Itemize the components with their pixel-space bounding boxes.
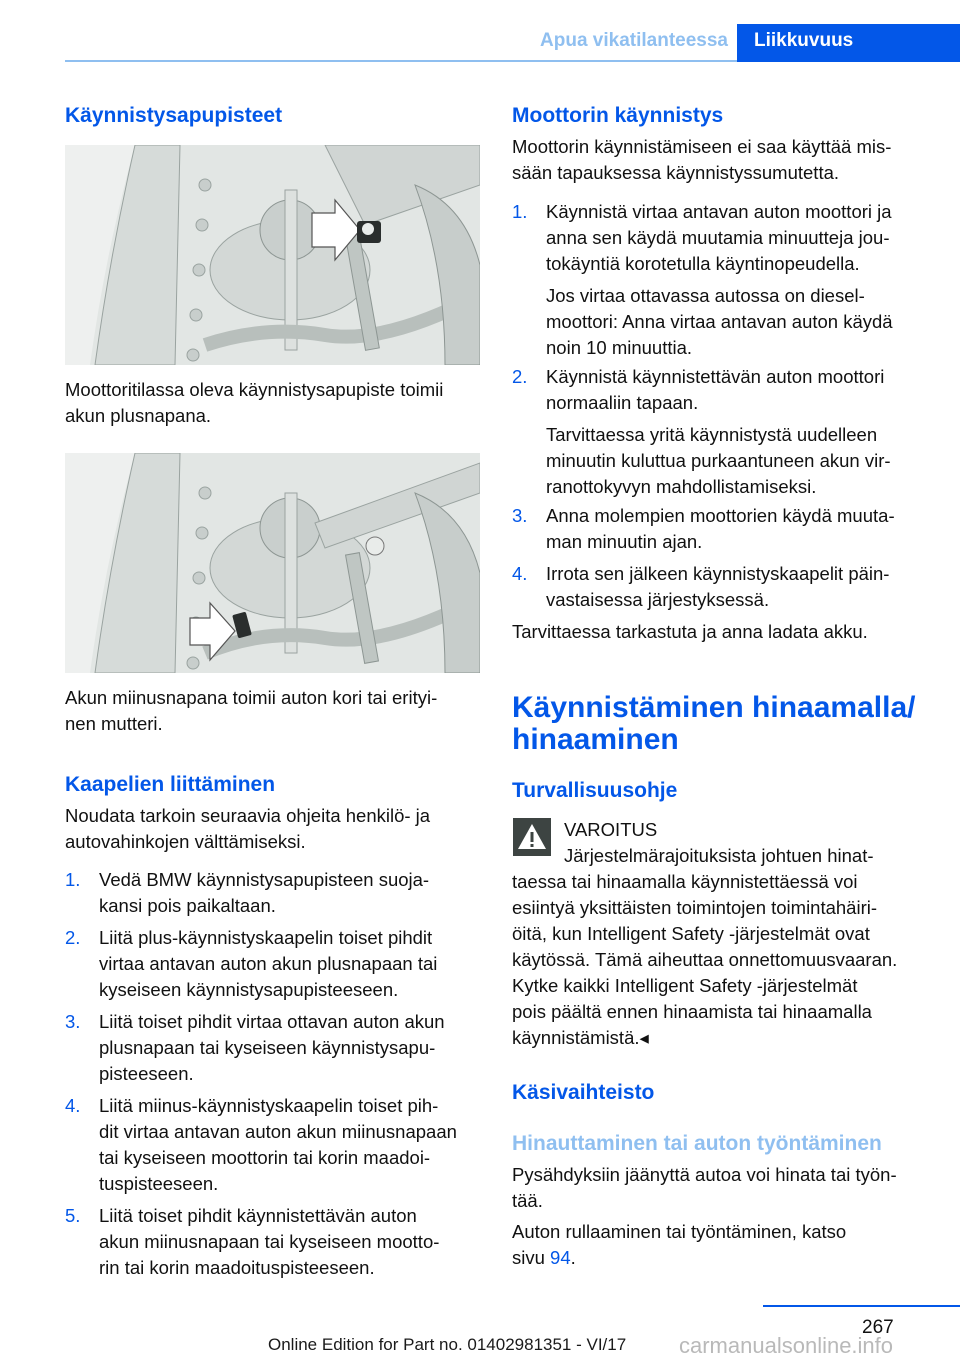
step-line: kansi pois paikaltaan. bbox=[99, 895, 276, 916]
note-line: moottori: Anna virtaa antavan auton käydä bbox=[546, 311, 893, 332]
towing-text-line1: Pysähdyksiin jäänyttä autoa voi hinata tai työn- bbox=[512, 1164, 897, 1185]
rolling-text: Auton rullaaminen tai työntäminen, katso bbox=[512, 1221, 847, 1242]
step-number: 2. bbox=[65, 927, 81, 948]
footer-rule bbox=[763, 1305, 960, 1307]
header-rule bbox=[65, 60, 737, 62]
warning-label: VAROITUS bbox=[564, 819, 658, 840]
step-number: 1. bbox=[65, 869, 81, 890]
step-number: 1. bbox=[512, 201, 528, 222]
step-number: 2. bbox=[512, 366, 528, 387]
step-text bbox=[99, 925, 481, 1003]
engine-intro-line1: Moottorin käynnistämiseen ei saa käyttää mis- bbox=[512, 136, 892, 157]
figure-minus-terminal bbox=[65, 453, 480, 673]
warning-first-line: Järjestelmärajoituksista johtuen hinat- bbox=[564, 845, 874, 866]
step-line: virtaa antavan auton akun plusnapaan tai bbox=[99, 953, 438, 974]
step-line: rin tai korin maadoituspisteeseen. bbox=[99, 1257, 375, 1278]
warning-line: käynnistämistä.◂ bbox=[512, 1027, 649, 1048]
watermark: carmanualsonline.info bbox=[679, 1333, 894, 1358]
intro-line2: autovahinkojen välttämiseksi. bbox=[65, 831, 306, 852]
step-line: dit virtaa antavan auton akun miinusnapaan bbox=[99, 1121, 457, 1142]
note-line: ranottokyvyn mahdollistamiseksi. bbox=[546, 476, 817, 497]
step-line: kyseiseen käynnistysapupisteeseen. bbox=[99, 979, 399, 1000]
step-text bbox=[99, 1203, 481, 1281]
caption-minus-line2: nen mutteri. bbox=[65, 713, 163, 734]
note-line: Tarvittaessa yritä käynnistystä uudelleen bbox=[546, 424, 878, 445]
note-line: minuutin kuluttua purkaantuneen akun vir- bbox=[546, 450, 891, 471]
intro-line1: Noudata tarkoin seuraavia ohjeita henkilö- ja bbox=[65, 805, 431, 826]
step-number: 3. bbox=[65, 1011, 81, 1032]
caption-minus-line1: Akun miinusnapana toimii auton kori tai erityi- bbox=[65, 687, 438, 708]
step-line: Liitä toiset pihdit käynnistettävän auton bbox=[99, 1205, 417, 1226]
page-ref-suffix: . bbox=[570, 1247, 576, 1268]
rolling-page-ref bbox=[512, 1245, 576, 1271]
step-line: Vedä BMW käynnistysapupisteen suoja- bbox=[99, 869, 430, 890]
step-number: 4. bbox=[65, 1095, 81, 1116]
subtitle-towing-pushing: Hinauttaminen tai auton työntäminen bbox=[512, 1132, 882, 1155]
engine-intro-line2: sään tapauksessa käynnistyssumutetta. bbox=[512, 162, 840, 183]
warning-line: Kytke kaikki Intelligent Safety -järjestelmät bbox=[512, 975, 858, 996]
step-line: tokäyntiä korotetulla käyntinopeudella. bbox=[546, 253, 860, 274]
step-text bbox=[99, 1009, 481, 1087]
header-section-link[interactable]: Apua vikatilanteessa bbox=[540, 30, 728, 51]
header-active-tab[interactable]: Liikkuvuus bbox=[737, 24, 960, 62]
step-text bbox=[546, 199, 928, 277]
subtitle-manual-transmission: Käsivaihteisto bbox=[512, 1081, 655, 1104]
page-ref-prefix: sivu bbox=[512, 1247, 551, 1268]
step-text bbox=[99, 867, 481, 919]
warning-line: öitä, kun Intelligent Safety -järjestelmät ovat bbox=[512, 923, 870, 944]
step-text bbox=[546, 364, 928, 416]
note-line: noin 10 minuuttia. bbox=[546, 337, 693, 358]
section-title-jump-points: Käynnistysapupisteet bbox=[65, 104, 283, 127]
step-number: 3. bbox=[512, 505, 528, 526]
step-line: plusnapaan tai kyseiseen käynnistysapu- bbox=[99, 1037, 436, 1058]
step-line: Anna molempien moottorien käydä muuta- bbox=[546, 505, 895, 526]
page-number: 267 bbox=[862, 1317, 894, 1338]
subtitle-safety-note: Turvallisuusohje bbox=[512, 779, 678, 802]
step-text bbox=[99, 1093, 481, 1197]
step-line: tuspisteeseen. bbox=[99, 1173, 219, 1194]
caption-plus-line1: Moottoritilassa oleva käynnistysapupiste toimii bbox=[65, 379, 444, 400]
warning-triangle-glyph bbox=[513, 818, 551, 856]
subtitle-connecting-cables: Kaapelien liittäminen bbox=[65, 773, 276, 796]
step-line: pisteeseen. bbox=[99, 1063, 194, 1084]
subtitle-engine-start: Moottorin käynnistys bbox=[512, 104, 724, 127]
warning-body bbox=[512, 869, 932, 1051]
step-line: man minuutin ajan. bbox=[546, 531, 703, 552]
step-line: akun miinusnapaan tai kyseiseen mootto- bbox=[99, 1231, 440, 1252]
section-title-tow-start-line1: Käynnistäminen hinaamalla/ bbox=[512, 691, 916, 724]
figure-plus-terminal bbox=[65, 145, 480, 365]
step-line: normaaliin tapaan. bbox=[546, 392, 699, 413]
step-number: 5. bbox=[65, 1205, 81, 1226]
step-line: tai kyseiseen moottorin tai korin maadoi- bbox=[99, 1147, 431, 1168]
step-line: Liitä miinus-käynnistyskaapelin toiset pih- bbox=[99, 1095, 439, 1116]
step-line: Liitä plus-käynnistyskaapelin toiset pihdit bbox=[99, 927, 433, 948]
engine-bay-illustration bbox=[65, 453, 480, 673]
caption-plus-line2: akun plusnapana. bbox=[65, 405, 212, 426]
section-title-tow-start-line2: hinaaminen bbox=[512, 723, 679, 756]
note-line: Jos virtaa ottavassa autossa on diesel- bbox=[546, 285, 865, 306]
step-line: Irrota sen jälkeen käynnistyskaapelit päin- bbox=[546, 563, 890, 584]
towing-text-line2: tää. bbox=[512, 1190, 543, 1211]
warning-triangle-icon bbox=[513, 818, 551, 856]
charge-battery-note: Tarvittaessa tarkastuta ja anna ladata akku. bbox=[512, 621, 868, 642]
right-step-2-note bbox=[546, 422, 928, 500]
warning-line: pois päältä ennen hinaamista tai hinaamalla bbox=[512, 1001, 872, 1022]
step-text bbox=[546, 503, 928, 555]
warning-line: käytössä. Tämä aiheuttaa onnettomuusvaaran. bbox=[512, 949, 898, 970]
page-ref-link[interactable]: 94 bbox=[550, 1247, 571, 1268]
engine-bay-illustration bbox=[65, 145, 480, 365]
step-line: anna sen käydä muutamia minuutteja jou- bbox=[546, 227, 890, 248]
step-text bbox=[546, 561, 928, 613]
step-line: Käynnistä käynnistettävän auton moottori bbox=[546, 366, 885, 387]
warning-line: esiintyä yksittäisten toimintojen toimintahäiri- bbox=[512, 897, 878, 918]
step-line: vastaisessa järjestyksessä. bbox=[546, 589, 770, 610]
right-step-1-note bbox=[546, 283, 928, 361]
step-number: 4. bbox=[512, 563, 528, 584]
step-line: Käynnistä virtaa antavan auton moottori ja bbox=[546, 201, 892, 222]
step-line: Liitä toiset pihdit virtaa ottavan auton akun bbox=[99, 1011, 445, 1032]
edition-info: Online Edition for Part no. 01402981351 - VI/17 bbox=[268, 1335, 627, 1354]
warning-line: taessa tai hinaamalla käynnistettäessä voi bbox=[512, 871, 858, 892]
